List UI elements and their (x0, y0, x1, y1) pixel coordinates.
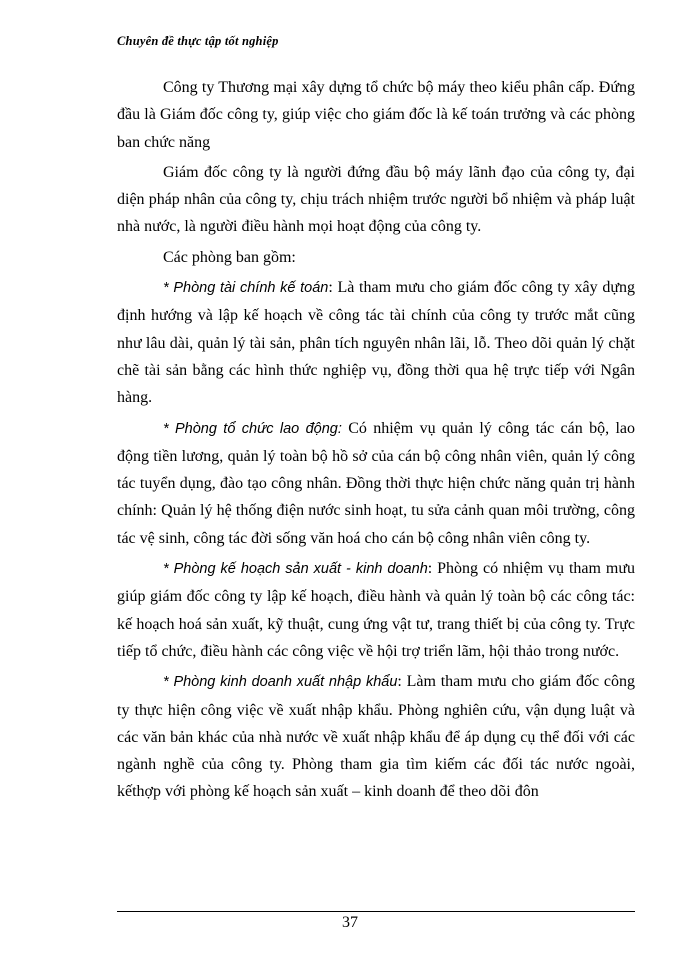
department-label: * Phòng kế hoạch sản xuất - kinh doanh (163, 561, 428, 578)
paragraph-text: Có nhiệm vụ quản lý công tác cán bộ, lao động tiền lương, quản lý toàn bộ hồ sở của cán bộ công nhân viên, quản lý công tác tuyển dụng, đào tạo công nhân. Đồng thời thực hiện chức năng quản trị hành chính: Quản lý hệ thống điện nước sinh hoạt, tu sửa cảnh quan môi trường, công tác vệ sinh, công tác đời sống văn hoá cho cán bộ công nhân viên công ty. (117, 419, 635, 547)
paragraph-planning-department (117, 555, 635, 665)
paragraph-text: : Phòng có nhiệm vụ tham mưu giúp giám đốc công ty lập kế hoạch, điều hành và quản lý toàn bộ các công tác: kế hoạch hoá sản xuất, kỹ thuật, cung ứng vật tư, trang thiết bị của công ty. Trực tiếp tổ chức, điều hành các công việc về hội trợ triển lãm, hội thảo trong nước. (117, 560, 636, 660)
paragraph-text: Công ty Thương mại xây dựng tổ chức bộ máy theo kiểu phân cấp. Đứng đầu là Giám đốc công ty, giúp việc cho giám đốc là kế toán trưởng và các phòng ban chức năng (117, 79, 635, 151)
running-header: Chuyên đề thực tập tốt nghiệp (117, 34, 279, 48)
paragraph-text: : Là tham mưu cho giám đốc công ty xây dựng định hướng và lập kế hoạch về công tác tài chính của công ty trước mắt cũng như lâu dài, quản lý tài sản, phân tích nguyên nhân lãi, lỗ. Theo dõi quản lý chặt chẽ tài sản bằng các hình thức nghiệp vụ, đồng thời qua hệ trực tiếp với Ngân hàng. (117, 279, 635, 407)
footer-divider (117, 911, 635, 912)
document-body (117, 74, 635, 806)
paragraph-import-export-department (117, 668, 635, 805)
department-label: * Phòng tổ chức lao động: (163, 420, 342, 437)
department-label: * Phòng tài chính kế toán (163, 280, 329, 297)
paragraph-departments-intro (117, 244, 635, 271)
paragraph-text: Các phòng ban gồm: (163, 248, 296, 266)
paragraph-labor-department (117, 415, 635, 552)
paragraph-text: : Làm tham mưu cho giám đốc công ty thực hiện công việc về xuất nhập khẩu. Phòng nghiên cứu, vận dụng luật và các văn bản khác của nhà nước về xuất nhập khẩu để áp dụng cụ thể đối với các ngành nghề của công ty. Phòng tham gia tìm kiếm các đối tác nước ngoài, kếthợp với phòng kế hoạch sản xuất – kinh doanh để theo dõi đôn (117, 673, 636, 801)
paragraph-director (117, 159, 635, 241)
department-label: * Phòng kinh doanh xuất nhập khẩu (163, 674, 398, 691)
paragraph-company-structure (117, 74, 635, 156)
paragraph-finance-department (117, 274, 635, 411)
paragraph-text: Giám đốc công ty là người đứng đầu bộ máy lãnh đạo của công ty, đại diện pháp nhân của công ty, chịu trách nhiệm trước người bổ nhiệm và pháp luật nhà nước, là người điều hành mọi hoạt động của công ty. (117, 163, 635, 236)
page-number: 37 (342, 914, 358, 931)
